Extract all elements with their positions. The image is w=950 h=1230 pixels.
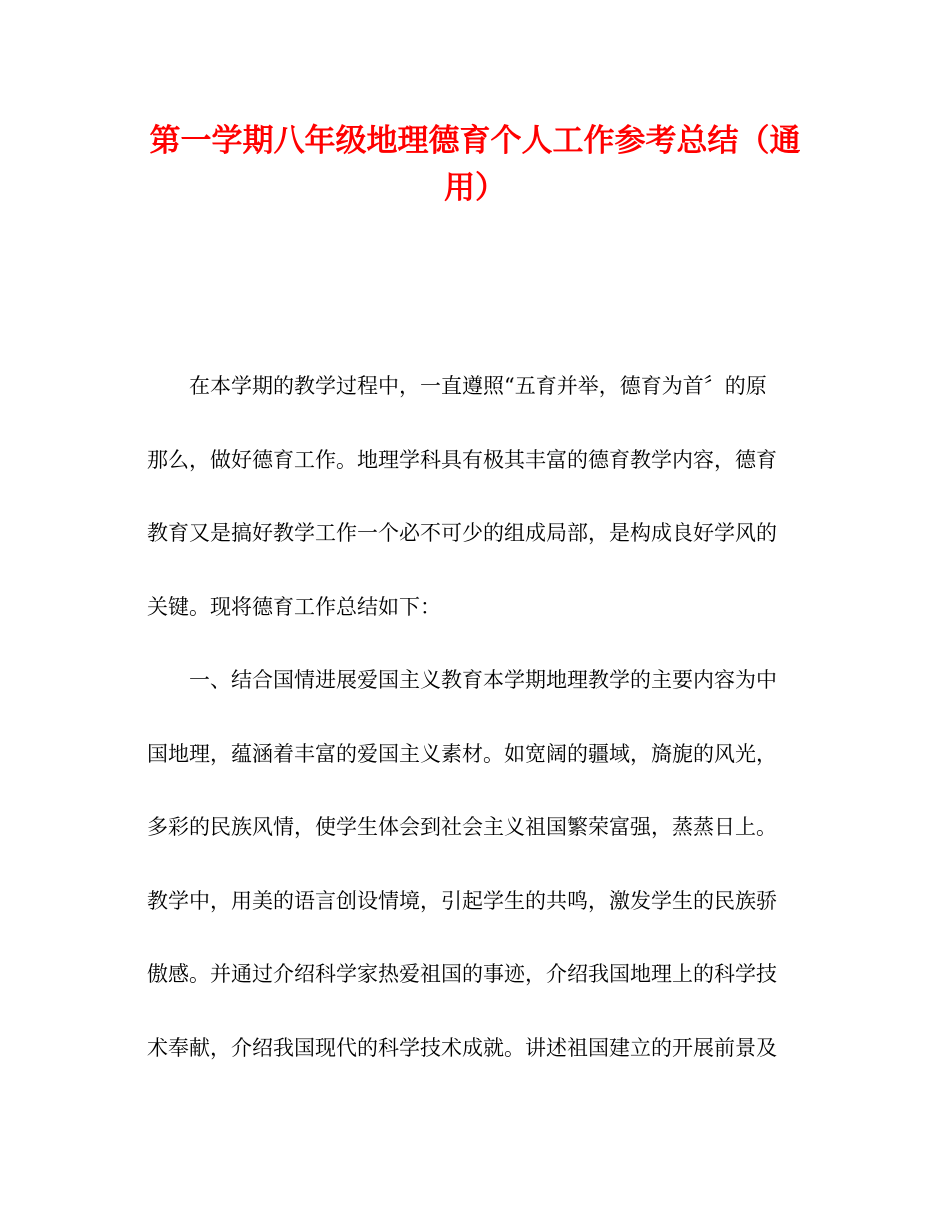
body-line: 术奉献，介绍我国现代的科学技术成就。讲述祖国建立的开展前景及 — [147, 1035, 777, 1060]
title-line-1: 第一学期八年级地理德育个人工作参考总结（通 — [149, 123, 801, 159]
document-title — [140, 118, 810, 212]
body-line: 多彩的民族风情，使学生体会到社会主义祖国繁荣富强，蒸蒸日上。 — [147, 815, 777, 839]
body-line: 教育又是搞好教学工作一个必不可少的组成局部，是构成良好学风的 — [147, 521, 777, 545]
body-line: 在本学期的教学过程中，一直遵照“五育并举，德育为首〞的原 — [189, 374, 767, 398]
body-line: 关键。现将德育工作总结如下： — [147, 594, 441, 619]
body-line: 傲感。并通过介绍科学家热爱祖国的事迹，介绍我国地理上的科学技 — [147, 962, 777, 986]
body-line: 一、结合国情进展爱国主义教育本学期地理教学的主要内容为中 — [189, 668, 777, 692]
title-line-2: 用） — [444, 170, 506, 206]
body-line: 那么，做好德育工作。地理学科具有极其丰富的德育教学内容，德育 — [147, 447, 777, 472]
body-line: 教学中，用美的语言创设情境，引起学生的共鸣，激发学生的民族骄 — [147, 888, 777, 913]
document-body — [147, 362, 807, 1097]
body-line: 国地理，蕴涵着丰富的爱国主义素材。如宽阔的疆域，旖旎的风光， — [147, 741, 777, 766]
